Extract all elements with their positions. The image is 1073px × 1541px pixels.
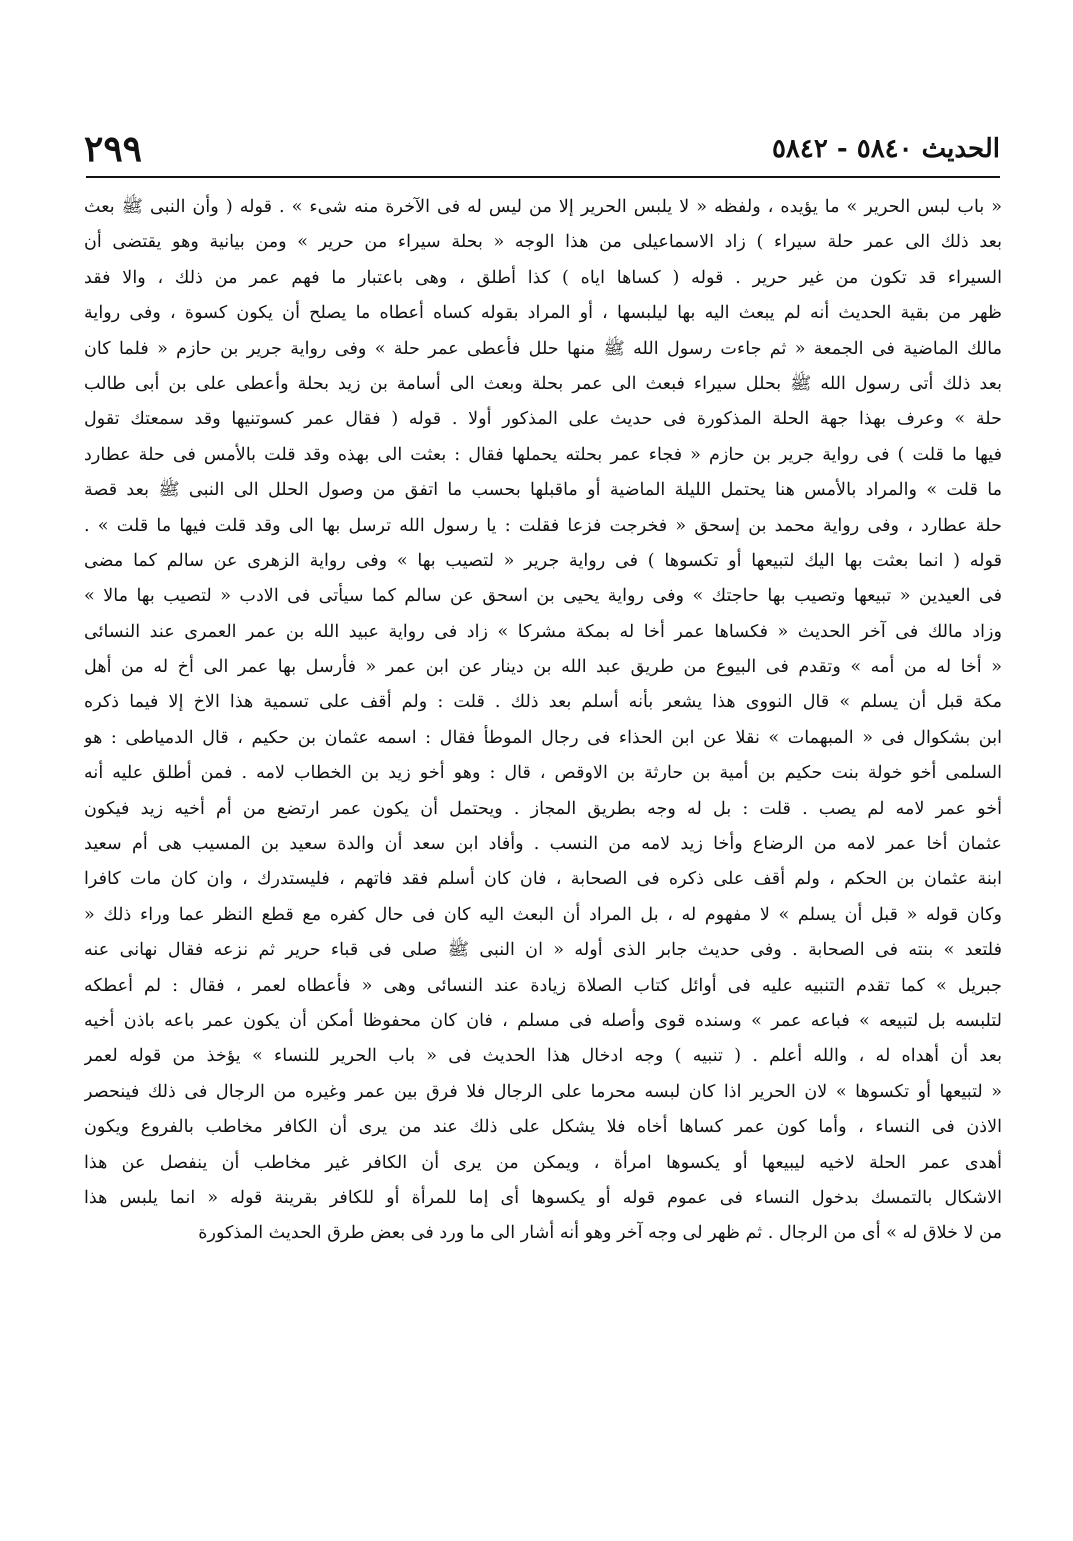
text-line: « أخا له من أمه » وتقدم فى البيوع من طريق عبد الله بن دينار عن ابن عمر « فأرسل بها عمر الى أخ له من أهل <box>84 657 1002 678</box>
text-line: مكة قبل أن يسلم » قال النووى هذا يشعر بأنه أسلم بعد ذلك . قلت : ولم أقف على تسمية هذا الاخ إلا فيما ذكره <box>84 692 1002 713</box>
text-line: ما قلت » والمراد بالأمس هنا يحتمل الليلة الماضية أو ماقبلها بحسب ما اتفق من وصول الحلل الى النبى ﷺ بعد قصة <box>84 480 1002 501</box>
text-line: بعد ذلك الى عمر حلة سيراء ) زاد الاسماعيلى من هذا الوجه « بحلة سيراء من حرير » ومن بيانية وهو يقتضى أن <box>84 232 1002 253</box>
header-rule <box>86 176 1000 178</box>
text-line: « باب لبس الحرير » ما يؤيده ، ولفظه « لا يلبس الحرير إلا من ليس له فى الآخرة منه شىء » . قوله ( وأن النبى ﷺ بعث <box>84 197 1002 217</box>
text-line: ظهر من بقية الحديث أنه لم يبعث اليه بها ليلبسها ، أو المراد بقوله كساه أعطاه ما يصلح أن يكون كسوة ، وفى رواية <box>84 303 1002 324</box>
commentary-text <box>84 190 1002 1490</box>
text-line: بعد ذلك أتى رسول الله ﷺ بحلل سيراء فبعث الى عمر بحلة وبعث الى أسامة بن زيد بحلة وأعطى على بن أبى طالب <box>84 373 1002 394</box>
text-line: من لا خلاق له » أى من الرجال . ثم ظهر لى وجه آخر وهو أنه أشار الى ما ورد فى بعض طرق الحديث المذكورة <box>198 1223 1002 1244</box>
text-line: بعد أن أهداه له ، والله أعلم . ( تنبيه ) وجه ادخال هذا الحديث فى « باب الحرير للنساء » يؤخذ من قوله لعمر <box>84 1046 1002 1067</box>
page-number: ٢٩٩ <box>84 128 143 170</box>
text-line: عثمان أخا عمر لامه من الرضاع وأخا زيد لامه من النسب . وأفاد ابن سعد أن والدة سعيد بن المسيب هى أم سعيد <box>84 834 1002 855</box>
text-line: الاشكال بالتمسك بدخول النساء فى عموم قوله أو يكسوها أى إما للمرأة أو للكافر بقرينة قوله « انما يلبس هذا <box>84 1187 1002 1208</box>
text-line: السيراء قد تكون من غير حرير . قوله ( كساها اياه ) كذا أطلق ، وهى باعتبار ما فهم عمر من ذلك ، والا فقد <box>84 267 1002 288</box>
text-line: فى العيدين « تبيعها وتصيب بها حاجتك » وفى رواية يحيى بن اسحق عن سالم كما سيأتى فى الادب « لتصيب بها مالا » <box>84 586 1002 607</box>
text-line: الاذن فى النساء ، وأما كون عمر كساها أخاه فلا يشكل على ذلك عند من يرى أن الكافر مخاطب بالفروع ويكون <box>84 1117 1002 1138</box>
text-line: وكان قوله « قبل أن يسلم » لا مفهوم له ، بل المراد أن البعث اليه كان فى حال كفره مع قطع النظر عما وراء ذلك « <box>84 904 1002 925</box>
text-line: جبريل » كما تقدم التنبيه عليه فى أوائل كتاب الصلاة زيادة عند النسائى وهى « فأعطاه لعمر ، فقال : لم أعطكه <box>84 975 1002 996</box>
text-line: قوله ( انما بعثت بها اليك لتبيعها أو تكسوها ) فى رواية جرير « لتصيب بها » وفى رواية الزهرى عن سالم كما مضى <box>84 550 1002 571</box>
text-line: السلمى أخو خولة بنت حكيم بن أمية بن حارثة بن الاوقص ، قال : وهو أخو زيد بن الخطاب لامه . فمن أطلق عليه أنه <box>84 763 1002 784</box>
text-line: « لتبيعها أو تكسوها » لان الحرير اذا كان لبسه محرما على الرجال فلا فرق بين عمر وغيره من الرجال فى ذلك فينحصر <box>84 1081 1002 1102</box>
text-line: ابنة عثمان بن الحكم ، ولم أقف على ذكره فى الصحابة ، فان كان أسلم فقد فاتهم ، فليستدرك ، وان كان مات كافرا <box>84 869 1002 890</box>
text-line: لتلبسه بل لتبيعه » فباعه عمر » وسنده قوى وأصله فى مسلم ، فان كان محفوظا أمكن أن يكون عمر باعه باذن أخيه <box>84 1010 1002 1031</box>
text-line: أهدى عمر الحلة لاخيه ليبيعها أو يكسوها امرأة ، ويمكن من يرى أن الكافر غير مخاطب أن ينفصل عن هذا <box>84 1152 1002 1173</box>
text-line: مالك الماضية فى الجمعة « ثم جاءت رسول الله ﷺ منها حلل فأعطى عمر حلة » وفى رواية جرير بن حازم « فلما كان <box>84 338 1002 359</box>
text-line: حلة » وعرف بهذا جهة الحلة المذكورة فى حديث على المذكور أولا . قوله ( فقال عمر كسوتنيها وقد سمعتك تقول <box>84 409 1002 430</box>
text-line: حلة عطارد ، وفى رواية محمد بن إسحق « فخرجت فزعا فقلت : يا رسول الله ترسل بها الى وقد قلت فيها ما قلت » . <box>84 515 1002 536</box>
text-line: أخو عمر لامه لم يصب . قلت : بل له وجه بطريق المجاز . ويحتمل أن يكون عمر ارتضع من أم أخيه زيد فيكون <box>84 798 1002 819</box>
page-header <box>84 128 1000 176</box>
text-line: وزاد مالك فى آخر الحديث « فكساها عمر أخا له بمكة مشركا » زاد فى رواية عبيد الله بن عمر العمرى عند النسائى <box>84 621 1002 642</box>
text-line: ابن بشكوال فى « المبهمات » نقلا عن ابن الحذاء فى رجال الموطأ فقال : اسمه عثمان بن حكيم ، قال الدمياطى : هو <box>84 727 1002 748</box>
text-line: فيها ما قلت ) فى رواية جرير بن حازم « فجاء عمر بحلته يحملها فقال : بعثت الى بهذه وقد قلت بالأمس فى حلة عطارد <box>84 444 1002 465</box>
text-line: فلتعد » بنته فى الصحابة . وفى حديث جابر الذى أوله « ان النبى ﷺ صلى فى قباء حرير ثم نزعه فقال نهانى عنه <box>84 940 1002 961</box>
running-title: الحديث ٥٨٤٠ - ٥٨٤٢ <box>771 134 1000 164</box>
